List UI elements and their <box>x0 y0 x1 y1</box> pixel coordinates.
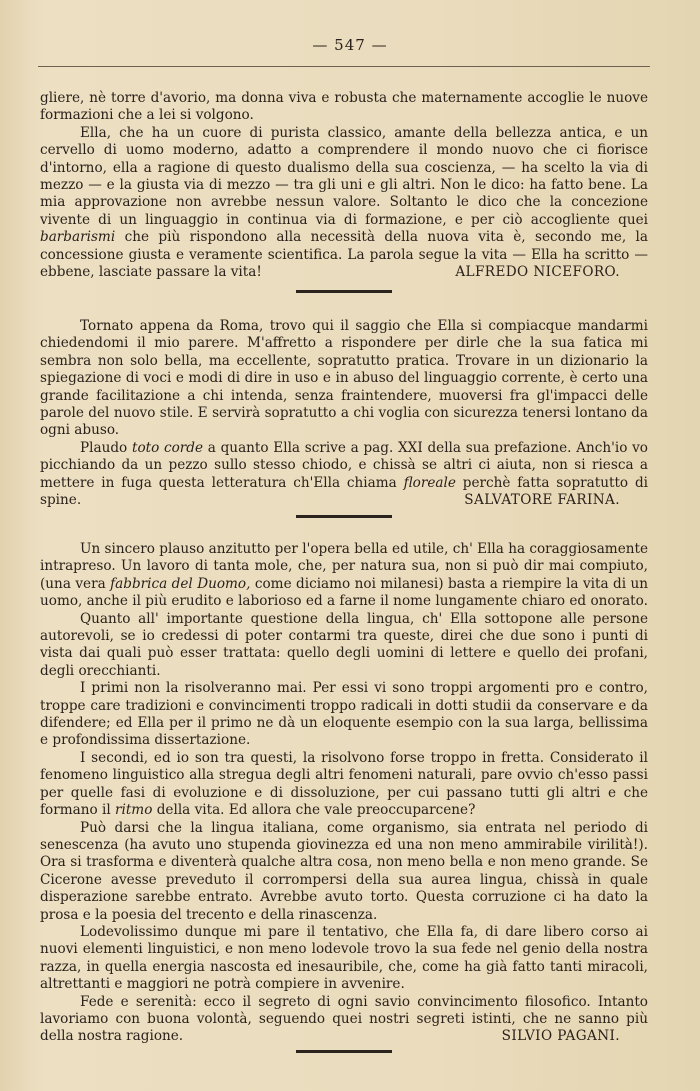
italic-term: fabbrica del Duomo, <box>110 575 251 592</box>
page-number: — 547 — <box>312 36 388 54</box>
letter-niceforo <box>40 90 648 281</box>
paragraph: Tornato appena da Roma, trovo qui il saggio che Ella si compiacque mandarmi chiedendomi il mio parere. M'affretto a rispondere per dirle che la sua fatica mi sembra non solo bella, ma eccellente, sopratutto pratica. Trovare in un dizionario la spiegazione di voci e modi di dire in uso e in abuso del linguaggio corrente, è certo una grande facilitazione a chi intenda, senza fraintendere, muoversi fra gl'impacci delle parole del nuovo stile. E servirà sopratutto a chi voglia con sicurezza tenersi lontano da ogni abuso. <box>40 318 648 439</box>
signature: SILVIO PAGANI. <box>501 1028 620 1045</box>
separator-rule <box>296 1050 392 1053</box>
header-rule <box>38 66 650 67</box>
paragraph: Lodevolissimo dunque mi pare il tentativo, che Ella fa, di dare libero corso ai nuovi elementi linguistici, e non meno lodevole trovo la sua fede nel genio della nostra razza, in quella energia nascosta ed inesauribile, che, come ha già fatto tanti miracoli, altrettanti e maggiori ne potrà compiere in avvenire. <box>40 923 648 993</box>
paragraph: I secondi, ed io son tra questi, la risolvono forse troppo in fretta. Considerato il fenomeno linguistico alla stregua degli altri fenomeni naturali, pare ovvio ch'esso passi per quelle fasi di evoluzione e di dissoluzione, per cui passano tutti gli altri e che formano il ritmo della vita. Ed allora che vale preoccuparcene? <box>40 749 648 819</box>
paragraph: I primi non la risolveranno mai. Per essi vi sono troppi argomenti pro e contro, troppe care tradizioni e convincimenti troppo radicali in dotti studii da conservare e da difendere; ed Ella per il primo ne dà un eloquente esempio con la sua larga, bellissima e profondissima dissertazione. <box>40 680 648 749</box>
italic-term: toto corde <box>131 439 204 456</box>
paragraph: Ella, che ha un cuore di purista classico, amante della bellezza antica, e un cervello di uomo moderno, adatto a comprendere il mondo nuovo che ci fiorisce d'intorno, ella a ragione di questo dualismo della sua coscienza, — ha scelto la via di mezzo — e la giusta via di mezzo — tra gli uni e gli altri. Non le dico: ha fatto bene. La mia approvazione non avrebbe nessun valore. Soltanto le dico che la concezione vivente di un linguaggio in continua via di formazione, e per ciò accogliente quei barbarismi che più rispondono alla necessità della nuova vita è, secondo me, la concessione giusta e veramente scientifica. La parola segue la vita — Ella ha scritto — ebbene, lasciate passare la vita! ALFREDO NICEFORO. <box>40 124 648 281</box>
separator-rule <box>296 515 392 518</box>
paragraph: gliere, nè torre d'avorio, ma donna viva e robusta che maternamente accoglie le nuove formazioni che a lei si volgono. <box>40 90 648 124</box>
italic-term: ritmo <box>115 802 153 819</box>
paragraph: Fede e serenità: ecco il segreto di ogni savio convincimento filosofico. Intanto lavoriamo con buona volontà, seguendo quei nostri segreti istinti, che ne sanno più della nostra ragione. SILVIO PAGANI. <box>40 993 648 1045</box>
paragraph: Plaudo toto corde a quanto Ella scrive a pag. XXI della sua prefazione. Anch'io vo picchiando da un pezzo sullo stesso chiodo, e chissà se altri ci aiuta, non si riesca a mettere in fuga questa letteratura ch'Ella chiama floreale perchè fatta sopratutto di spine. SALVATORE FARINA. <box>40 439 648 509</box>
signature: SALVATORE FARINA. <box>464 492 620 509</box>
signature: ALFREDO NICEFORO. <box>455 264 620 281</box>
paragraph: Può darsi che la lingua italiana, come organismo, sia entrata nel periodo di senescenza (ha avuto uno stupenda giovinezza ed una non meno ammirabile virilità!). Ora si trasforma e diventerà qualche altra cosa, non meno bella e non meno grande. Se Cicerone avesse preveduto il corrompersi della sua aurea lingua, chissà in quale disperazione sarebbe entrato. Avrebbe avuto torto. Questa corruzione ci ha dato la prosa e la poesia del trecento e della rinascenza. <box>40 819 648 923</box>
letter-farina <box>40 318 648 509</box>
paragraph: Quanto all' importante questione della lingua, ch' Ella sottopone alle persone autorevoli, se io credessi di poter contarmi tra queste, direi che due sono i punti di vista dai quali può esser trattata: quello degli uomini di lettere e quello dei profani, degli orecchianti. <box>40 610 648 679</box>
letter-pagani <box>40 541 648 1046</box>
paragraph: Un sincero plauso anzitutto per l'opera bella ed utile, ch' Ella ha coraggiosamente intrapreso. Un lavoro di tanta mole, che, per natura sua, non si può dir mai compiuto, (una vera fabbrica del Duomo, come diciamo noi milanesi) basta a riempire la vita di un uomo, anche il più erudito e laborioso ed a farne il nome lungamente chiaro ed onorato. <box>40 541 648 610</box>
italic-term: barbarismi <box>40 229 116 246</box>
italic-term: floreale <box>403 474 456 491</box>
separator-rule <box>296 290 392 293</box>
